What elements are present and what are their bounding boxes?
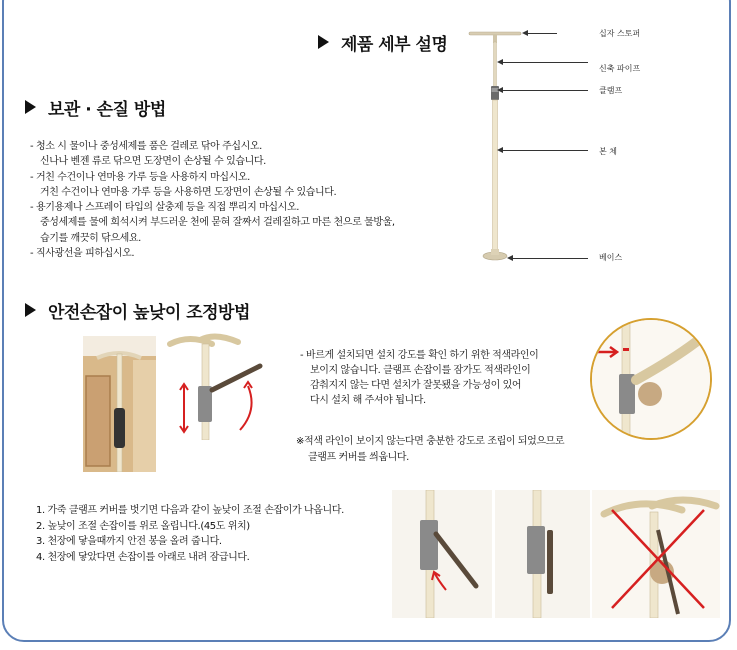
install-note-line: 다시 설치 해 주셔야 됩니다. [310,395,426,406]
clamp-label: 클램프 [599,86,623,95]
triangle-bullet-icon [25,100,36,114]
step-photo-incorrect [592,490,720,618]
red-line-note-line: 클램프 커버를 씌웁니다. [308,452,409,463]
step-photo-handle-up [495,490,590,618]
storage-care-line: 중성세제를 물에 희석시켜 부드러운 천에 묻혀 잘짜서 걸레질하고 마른 천으로 물방울, [40,217,395,229]
storage-care-heading: 보관 · 손질 방법 [25,95,166,120]
red-line-check-photo [590,318,712,440]
install-note-line: 보이지 않습니다. 클램프 손잡이를 잠가도 적색라인이 [310,365,531,376]
clamp-pointer [502,90,588,91]
cross-stopper-label: 십자 스토퍼 [599,29,641,38]
storage-care-line: - 용기용제나 스프레이 타입의 살충제 등을 직접 뿌리지 마십시오. [30,202,299,214]
adjust-steps [36,503,344,565]
install-note-line: 감춰지지 않는 다면 설치가 잘못됐을 가능성이 있어 [310,380,522,391]
triangle-bullet-icon [318,35,329,49]
base-pointer [512,258,588,259]
cross-stopper-pointer [527,33,557,34]
install-notes [300,348,538,408]
step-line: 3. 천장에 닿을때까지 안전 봉을 올려 줍니다. [36,536,222,547]
step-line: 1. 가죽 클램프 커버를 벗기면 다음과 같이 높낮이 조절 손잡이가 나옵니다. [36,505,344,516]
storage-care-line: 신나나 벤젠 류로 닦으면 도장면이 손상될 수 있습니다. [40,156,266,168]
telescopic-pipe-pointer [502,62,588,63]
storage-care-line: - 청소 시 물이나 중성세제를 품은 걸레로 닦아 주십시오. [30,141,262,152]
body-label: 본 체 [599,147,617,156]
install-note-line: - 바르게 설치되면 설치 강도를 확인 하기 위한 적색라인이 [300,350,539,361]
installed-room-photo [83,336,156,472]
telescopic-pipe-label: 신축 파이프 [599,64,641,73]
storage-care-list [30,139,395,261]
step-line: 4. 천장에 닿았다면 손잡이를 아래로 내려 잠급니다. [36,551,250,563]
red-line-note-line: ※적색 라인이 보이지 않는다면 충분한 강도로 조립이 되었으므로 [296,436,565,447]
base-label: 베이스 [599,253,623,262]
storage-care-line: 습기를 깨끗히 닦으세요. [40,232,141,244]
product-detail-heading: 제품 세부 설명 [318,30,447,55]
body-pointer [502,150,588,151]
storage-care-line: - 직사광선을 피하십시오. [30,248,135,260]
height-adjust-heading: 안전손잡이 높낮이 조정방법 [25,298,250,323]
triangle-bullet-icon [25,303,36,317]
step-line: 2. 높낮이 조절 손잡이를 위로 올립니다.(45도 위치) [36,520,250,532]
clamp-adjust-photo [160,330,270,440]
storage-care-line: - 거친 수건이나 연마용 가루 등을 사용하지 마십시오. [30,171,250,183]
product-pole-illustration [462,18,532,273]
storage-care-line: 거친 수건이나 연마용 가루 등을 사용하면 도장면이 손상될 수 있습니다. [40,186,337,198]
red-line-note [296,434,564,466]
step-photo-handle-down [392,490,492,618]
